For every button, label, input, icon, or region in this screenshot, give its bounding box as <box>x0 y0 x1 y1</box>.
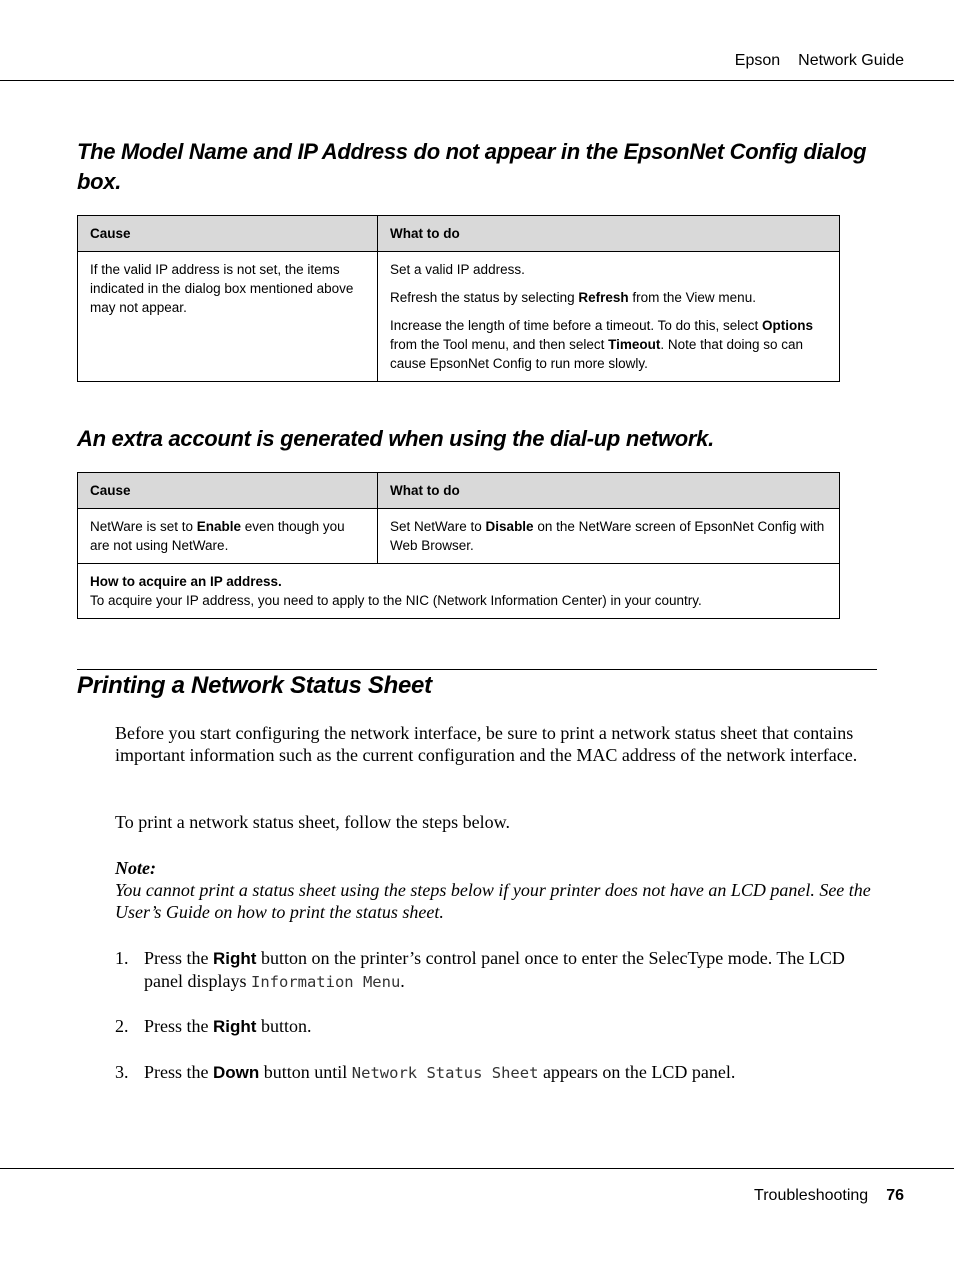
issue1-todo-3: Increase the length of time before a timeout. To do this, select Options from the Tool menu, and then select Timeout. Note that doing so can cause EpsonNet Config to run more slowly. <box>390 318 813 371</box>
issue2-col-todo: What to do <box>378 473 840 509</box>
note-label: Note: <box>115 858 156 878</box>
step-3: 3. Press the Down button until Network Status Sheet appears on the LCD panel. <box>115 1062 736 1082</box>
issue1-col-todo: What to do <box>378 216 840 252</box>
footer-text <box>754 1187 904 1205</box>
issue2-todo: Set NetWare to Disable on the NetWare screen of EpsonNet Config with Web Browser. <box>378 509 840 564</box>
issue2-title: An extra account is generated when using the dial-up network. <box>77 426 714 451</box>
section-intro: Before you start configuring the network interface, be sure to print a network status sheet that contains important information such as the current configuration and the MAC address of the network interface. <box>115 723 858 765</box>
page-number: 76 <box>886 1187 904 1204</box>
step-2: 2. Press the Right button. <box>115 1016 312 1036</box>
lcd-text: Information Menu <box>250 973 401 991</box>
header-text <box>735 52 904 70</box>
issue2-col-cause: Cause <box>78 473 378 509</box>
lcd-text: Network Status Sheet <box>351 1064 539 1082</box>
header-guide: Network Guide <box>798 52 904 69</box>
tip-text: To acquire your IP address, you need to apply to the NIC (Network Information Center) in your country. <box>90 593 702 608</box>
issue2-tip <box>78 564 840 619</box>
section-title: Printing a Network Status Sheet <box>77 672 432 699</box>
issue1-cause: If the valid IP address is not set, the items indicated in the dialog box mentioned above may not appear. <box>78 252 378 382</box>
header-brand: Epson <box>734 52 781 69</box>
page-footer <box>0 1168 954 1169</box>
issue2-cause: NetWare is set to Enable even though you are not using NetWare. <box>78 509 378 564</box>
section-lead: To print a network status sheet, follow the steps below. <box>115 812 510 832</box>
issue1-todo <box>378 252 840 382</box>
tip-title: How to acquire an IP address. <box>90 574 282 589</box>
right-button-label: Right <box>213 1017 257 1036</box>
footer-section: Troubleshooting <box>754 1187 869 1204</box>
issue1-todo-2: Refresh the status by selecting Refresh from the View menu. <box>390 290 756 305</box>
issue1-title: The Model Name and IP Address do not appear in the EpsonNet Config dialog box. <box>77 139 867 194</box>
issue2-table <box>77 472 840 619</box>
note-text: You cannot print a status sheet using the steps below if your printer does not have an LCD panel. See the User’s Guide on how to print the status sheet. <box>115 880 871 922</box>
down-button-label: Down <box>213 1063 260 1082</box>
issue1-col-cause: Cause <box>78 216 378 252</box>
issue1-todo-1: Set a valid IP address. <box>390 262 525 277</box>
issue1-table <box>77 215 840 382</box>
step-1: 1. Press the Right button on the printer’s control panel once to enter the SelecType mode. The LCD panel displays Information Menu. <box>115 948 845 991</box>
note-block <box>115 857 880 923</box>
right-button-label: Right <box>213 949 257 968</box>
